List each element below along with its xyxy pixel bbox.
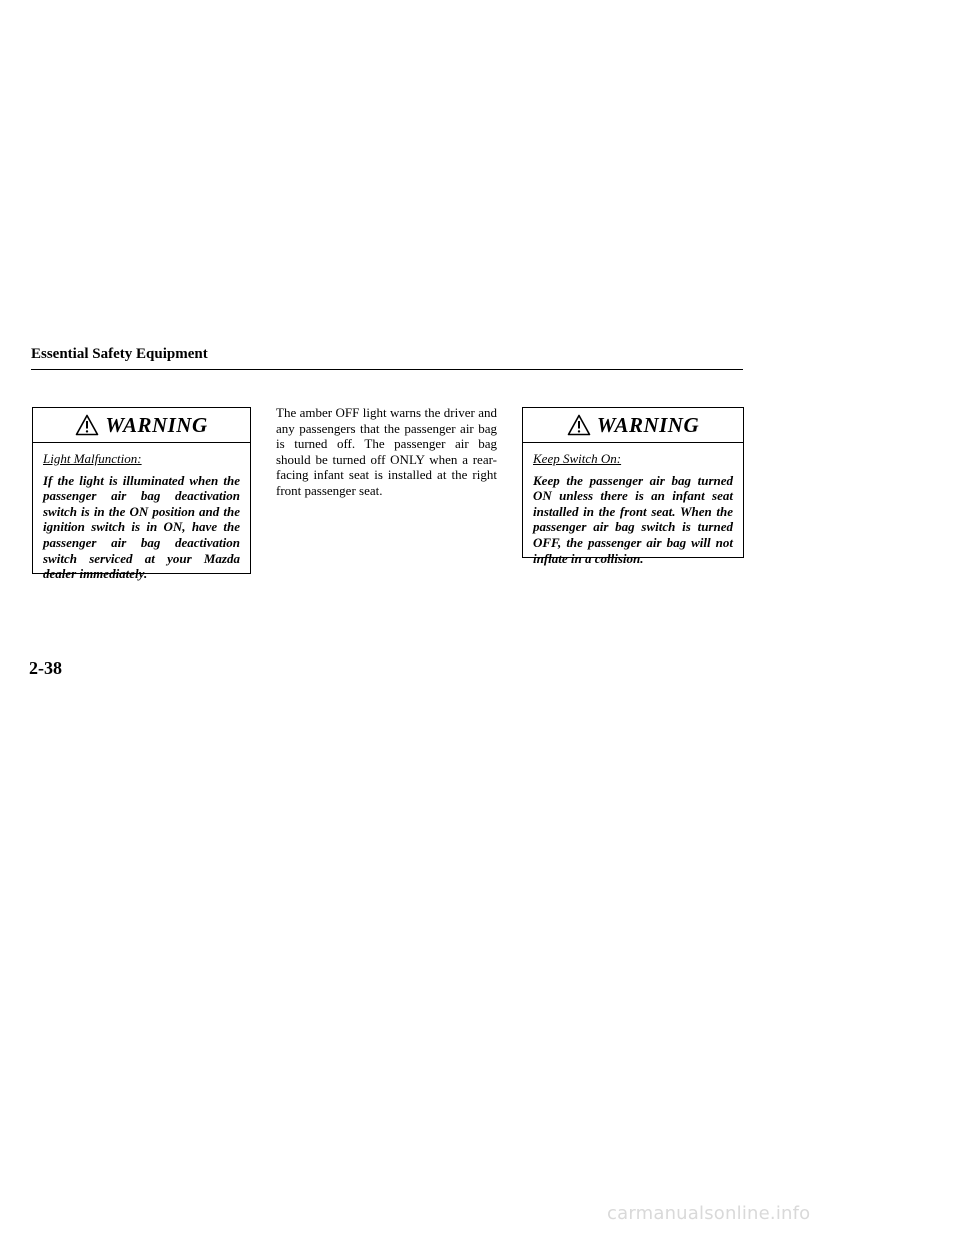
section-divider — [31, 369, 743, 370]
warning-body — [33, 443, 250, 582]
warning-label: WARNING — [596, 412, 700, 437]
watermark: carmanualsonline.info — [607, 1203, 811, 1224]
warning-body — [523, 443, 743, 566]
warning-label: WARNING — [105, 412, 208, 437]
warning-triangle-icon — [75, 414, 99, 436]
section-title: Essential Safety Equipment — [31, 346, 208, 362]
warning-header — [523, 408, 743, 443]
warning-subheading: Light Malfunction: — [43, 451, 142, 466]
page-number: 2-38 — [29, 658, 62, 678]
warning-text: If the light is illuminated when the passenger air bag deactivation switch is in the ON position and the ignition switch is in ON, have the passenger air bag deactivation switch serviced at your Mazda dealer immediately. — [43, 472, 240, 582]
body-paragraph: The amber OFF light warns the driver and any passengers that the passenger air bag is turned off. The passenger air bag should be turned off ONLY when a rear-facing infant seat is installed at the right front passenger seat. — [276, 405, 497, 498]
warning-triangle-icon — [567, 414, 591, 436]
warning-text: Keep the passenger air bag turned ON unless there is an infant seat installed in the front seat. When the passenger air bag switch is turned OFF, the passenger air bag will not inflate in a collision. — [533, 472, 733, 566]
warning-subheading: Keep Switch On: — [533, 451, 622, 466]
warning-header — [33, 408, 250, 443]
warning-box-keep-switch-on — [522, 407, 744, 566]
warning-box-light-malfunction — [32, 407, 251, 582]
